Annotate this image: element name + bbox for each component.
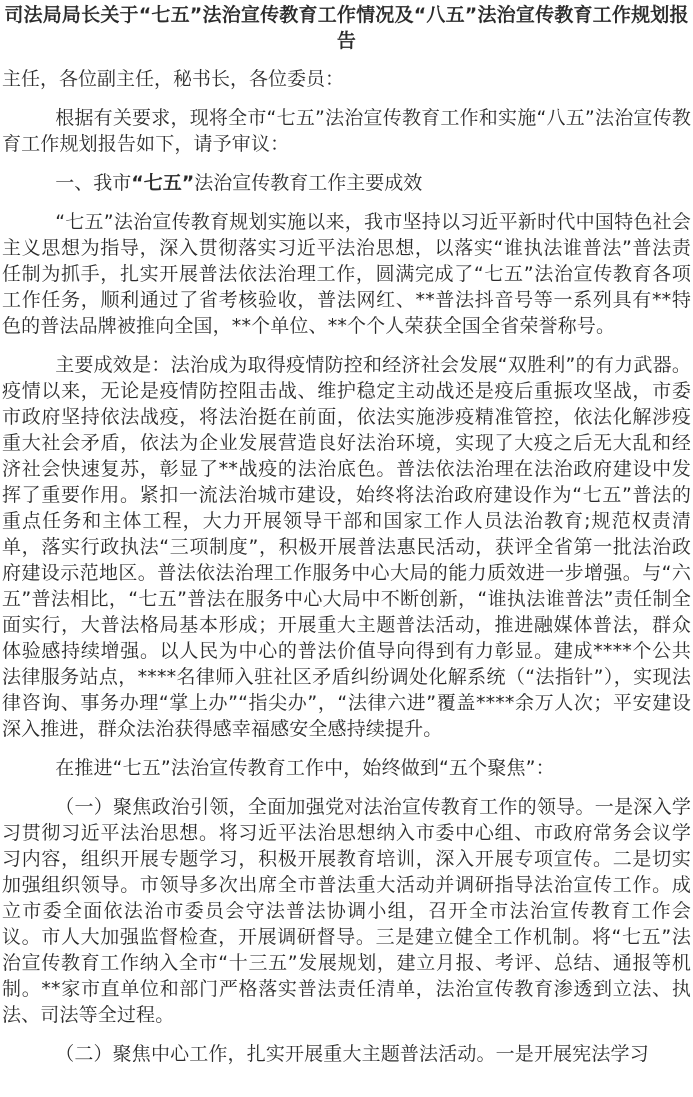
salutation: 主任，各位副主任，秘书长，各位委员： [2, 68, 345, 90]
section-heading [2, 170, 691, 196]
section-heading-prefix: 一、我市 [55, 172, 132, 194]
body-paragraph-five-focuses: 在推进“七五”法治宣传教育工作中，始终做到“五个聚焦”： [55, 757, 555, 779]
section-heading-suffix: 法治宣传教育工作主要成效 [194, 172, 423, 194]
section-heading-bold: “七五” [131, 172, 195, 194]
document-title: 司法局局长关于“七五”法治宣传教育工作情况及“八五”法治宣传教育工作规划报告 [4, 4, 689, 52]
body-paragraph-focus-1: （一）聚焦政治引领，全面加强党对法治宣传教育工作的领导。一是深入学习贯彻习近平法治思想。将习近平法治思想纳入市委中心组、市政府常务会议学习内容，组织开展专题学习，积极开展教育培训，深入开展专项宣传。二是切实加强组织领导。市领导多次出席全市普法重大活动并调研指导法治宣传工作。成立市委全面依法治市委员会守法普法协调小组，召开全市法治宣传教育工作会议。市人大加强监督检查，开展调研督导。三是建立健全工作机制。将“七五”法治宣传教育工作纳入全市“十三五”发展规划，建立月报、考评、总结、通报等机制。**家市直单位和部门严格落实普法责任清单，法治宣传教育渗透到立法、执法、司法等全过程。 [2, 796, 691, 1026]
intro-paragraph: 根据有关要求，现将全市“七五”法治宣传教育工作和实施“八五”法治宣传教育工作规划报告如下，请予审议： [2, 107, 691, 155]
body-paragraph-achievements: 主要成效是：法治成为取得疫情防控和经济社会发展“双胜利”的有力武器。疫情以来，无论是疫情防控阻击战、维护稳定主动战还是疫后重振攻坚战，市委市政府坚持依法战疫，将法治挺在前面，依法实施涉疫精准管控，依法化解涉疫重大社会矛盾，依法为企业发展营造良好法治环境，实现了大疫之后无大乱和经济社会快速复苏，彰显了**战疫的法治底色。普法依法治理在法治政府建设中发挥了重要作用。紧扣一流法治城市建设，始终将法治政府建设作为“七五”普法的重点任务和主体工程，大力开展领导干部和国家工作人员法治教育;规范权责清单，落实行政执法“三项制度”，积极开展普法惠民活动，获评全省第一批法治政府建设示范地区。普法依法治理工作服务中心大局的能力质效进一步增强。与“六五”普法相比，“七五”普法在服务中心大局中不断创新，“谁执法谁普法”责任制全面实行，大普法格局基本形成；开展重大主题普法活动，推进融媒体普法，群众体验感持续增强。以人民为中心的普法价值导向得到有力彰显。建成****个公共法律服务站点，****名律师入驻社区矛盾纠纷调处化解系统（“法指针”），实现法律咨询、事务办理“掌上办”“指尖办”，“法律六进”覆盖****余万人次；平安建设深入推进，群众法治获得感幸福感安全感持续提升。 [2, 354, 691, 740]
body-paragraph-focus-2: （二）聚焦中心工作，扎实开展重大主题普法活动。一是开展宪法学习 [55, 1043, 649, 1065]
body-paragraph-overview: “七五”法治宣传教育规划实施以来，我市坚持以习近平新时代中国特色社会主义思想为指导，深入贯彻落实习近平法治思想，以落实“谁执法谁普法”普法责任制为抓手，扎实开展普法依法治理工作，圆满完成了“七五”法治宣传教育各项工作任务，顺利通过了省考核验收，普法网红、**普法抖音号等一系列具有**特色的普法品牌被推向全国，**个单位、**个个人荣获全国全省荣誉称号。 [2, 211, 691, 337]
